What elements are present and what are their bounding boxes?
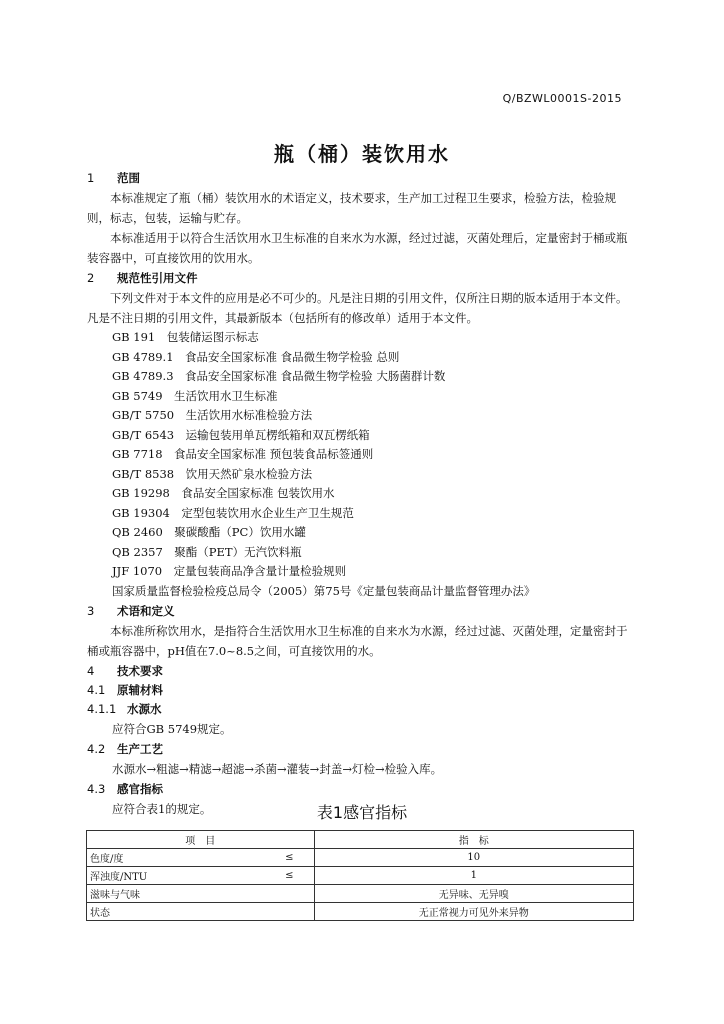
document-title: 瓶（桶）装饮用水	[274, 142, 450, 166]
table-header-item: 项 目	[87, 831, 315, 849]
reference-item: QB 2460 聚碳酸酯（PC）饮用水罐	[112, 525, 306, 539]
table-cell-operator: ≤	[261, 849, 315, 867]
reference-item: JJF 1070 定量包装商品净含量计量检验规则	[112, 564, 347, 578]
section-1-paragraph-1: 本标准规定了瓶（桶）装饮用水的术语定义，技术要求，生产加工过程卫生要求，检验方法，检验规则，标志，包装，运输与贮存。	[87, 191, 616, 225]
section-1-heading: 1 范围	[87, 171, 140, 185]
reference-item: QB 2357 聚酯（PET）无汽饮料瓶	[112, 544, 302, 559]
reference-item: GB/T 5750 生活饮用水标准检验方法	[112, 408, 313, 422]
section-3-heading: 3 术语和定义	[87, 604, 175, 618]
section-4-heading: 4 技术要求	[87, 664, 163, 678]
document-body	[87, 168, 635, 819]
section-4-2-text: 水源水→粗滤→精滤→超滤→杀菌→灌装→封盖→灯检→检验入库。	[112, 762, 443, 776]
reference-item: GB 5749 生活饮用水卫生标准	[112, 388, 278, 403]
reference-item: GB 19298 食品安全国家标准 包装饮用水	[112, 486, 335, 500]
table-row	[87, 903, 634, 921]
reference-item: GB/T 8538 饮用天然矿泉水检验方法	[112, 466, 313, 481]
table-caption: 表1感官指标	[316, 803, 408, 822]
table-cell-value: 无正常视力可见外来异物	[314, 903, 634, 921]
reference-item: GB 19304 定型包装饮用水企业生产卫生规范	[112, 505, 354, 520]
section-2-heading: 2 规范性引用文件	[87, 271, 198, 285]
table-cell-item: 色度/度	[87, 849, 261, 867]
section-3-paragraph-1: 本标准所称饮用水，是指符合生活饮用水卫生标准的自来水为水源，经过过滤、灭菌处理，定量密封于桶或瓶容器中，pH值在7.0~8.5之间，可直接饮用的水。	[87, 624, 628, 658]
section-4-3-text: 应符合表1的规定。	[112, 802, 212, 816]
section-2-paragraph-1: 下列文件对于本文件的应用是必不可少的。凡是注日期的引用文件，仅所注日期的版本适用于本文件。凡是不注日期的引用文件，其最新版本（包括所有的修改单）适用于本文件。	[87, 291, 628, 325]
section-1-paragraph-2: 本标准适用于以符合生活饮用水卫生标准的自来水为水源，经过过滤，灭菌处理后，定量密封于桶或瓶装容器中，可直接饮用的饮用水。	[87, 231, 628, 265]
table-cell-value: 1	[314, 867, 634, 885]
table-cell-item: 状态	[87, 903, 315, 921]
section-4-1-heading: 4.1 原辅材料	[87, 683, 163, 697]
section-4-1-1-heading: 4.1.1 水源水	[87, 702, 162, 716]
reference-item: GB 191 包装储运图示标志	[112, 330, 259, 344]
table-header-value: 指 标	[314, 831, 634, 849]
reference-item: GB 4789.3 食品安全国家标准 食品微生物学检验 大肠菌群计数	[112, 369, 446, 383]
section-4-2-heading: 4.2 生产工艺	[87, 742, 163, 756]
table-cell-value: 无异味、无异嗅	[314, 885, 634, 903]
section-4-1-1-text: 应符合GB 5749规定。	[112, 722, 232, 736]
table-row	[87, 849, 634, 867]
table-cell-operator: ≤	[261, 867, 315, 885]
table-row	[87, 885, 634, 903]
section-4-3-heading: 4.3 感官指标	[87, 782, 163, 796]
table-cell-item: 滋味与气味	[87, 885, 315, 903]
reference-item: GB/T 6543 运输包装用单瓦楞纸箱和双瓦楞纸箱	[112, 427, 370, 442]
document-code: Q/BZWL0001S-2015	[502, 92, 622, 105]
sensory-table	[86, 830, 634, 921]
table-cell-item: 浑浊度/NTU	[87, 867, 261, 885]
reference-item: 国家质量监督检验检疫总局令（2005）第75号《定量包装商品计量监督管理办法》	[112, 583, 536, 598]
reference-item: GB 4789.1 食品安全国家标准 食品微生物学检验 总则	[112, 349, 400, 364]
reference-item: GB 7718 食品安全国家标准 预包装食品标签通则	[112, 447, 374, 461]
table-header-row	[87, 831, 634, 849]
table-row	[87, 867, 634, 885]
table-cell-value: 10	[314, 849, 634, 867]
